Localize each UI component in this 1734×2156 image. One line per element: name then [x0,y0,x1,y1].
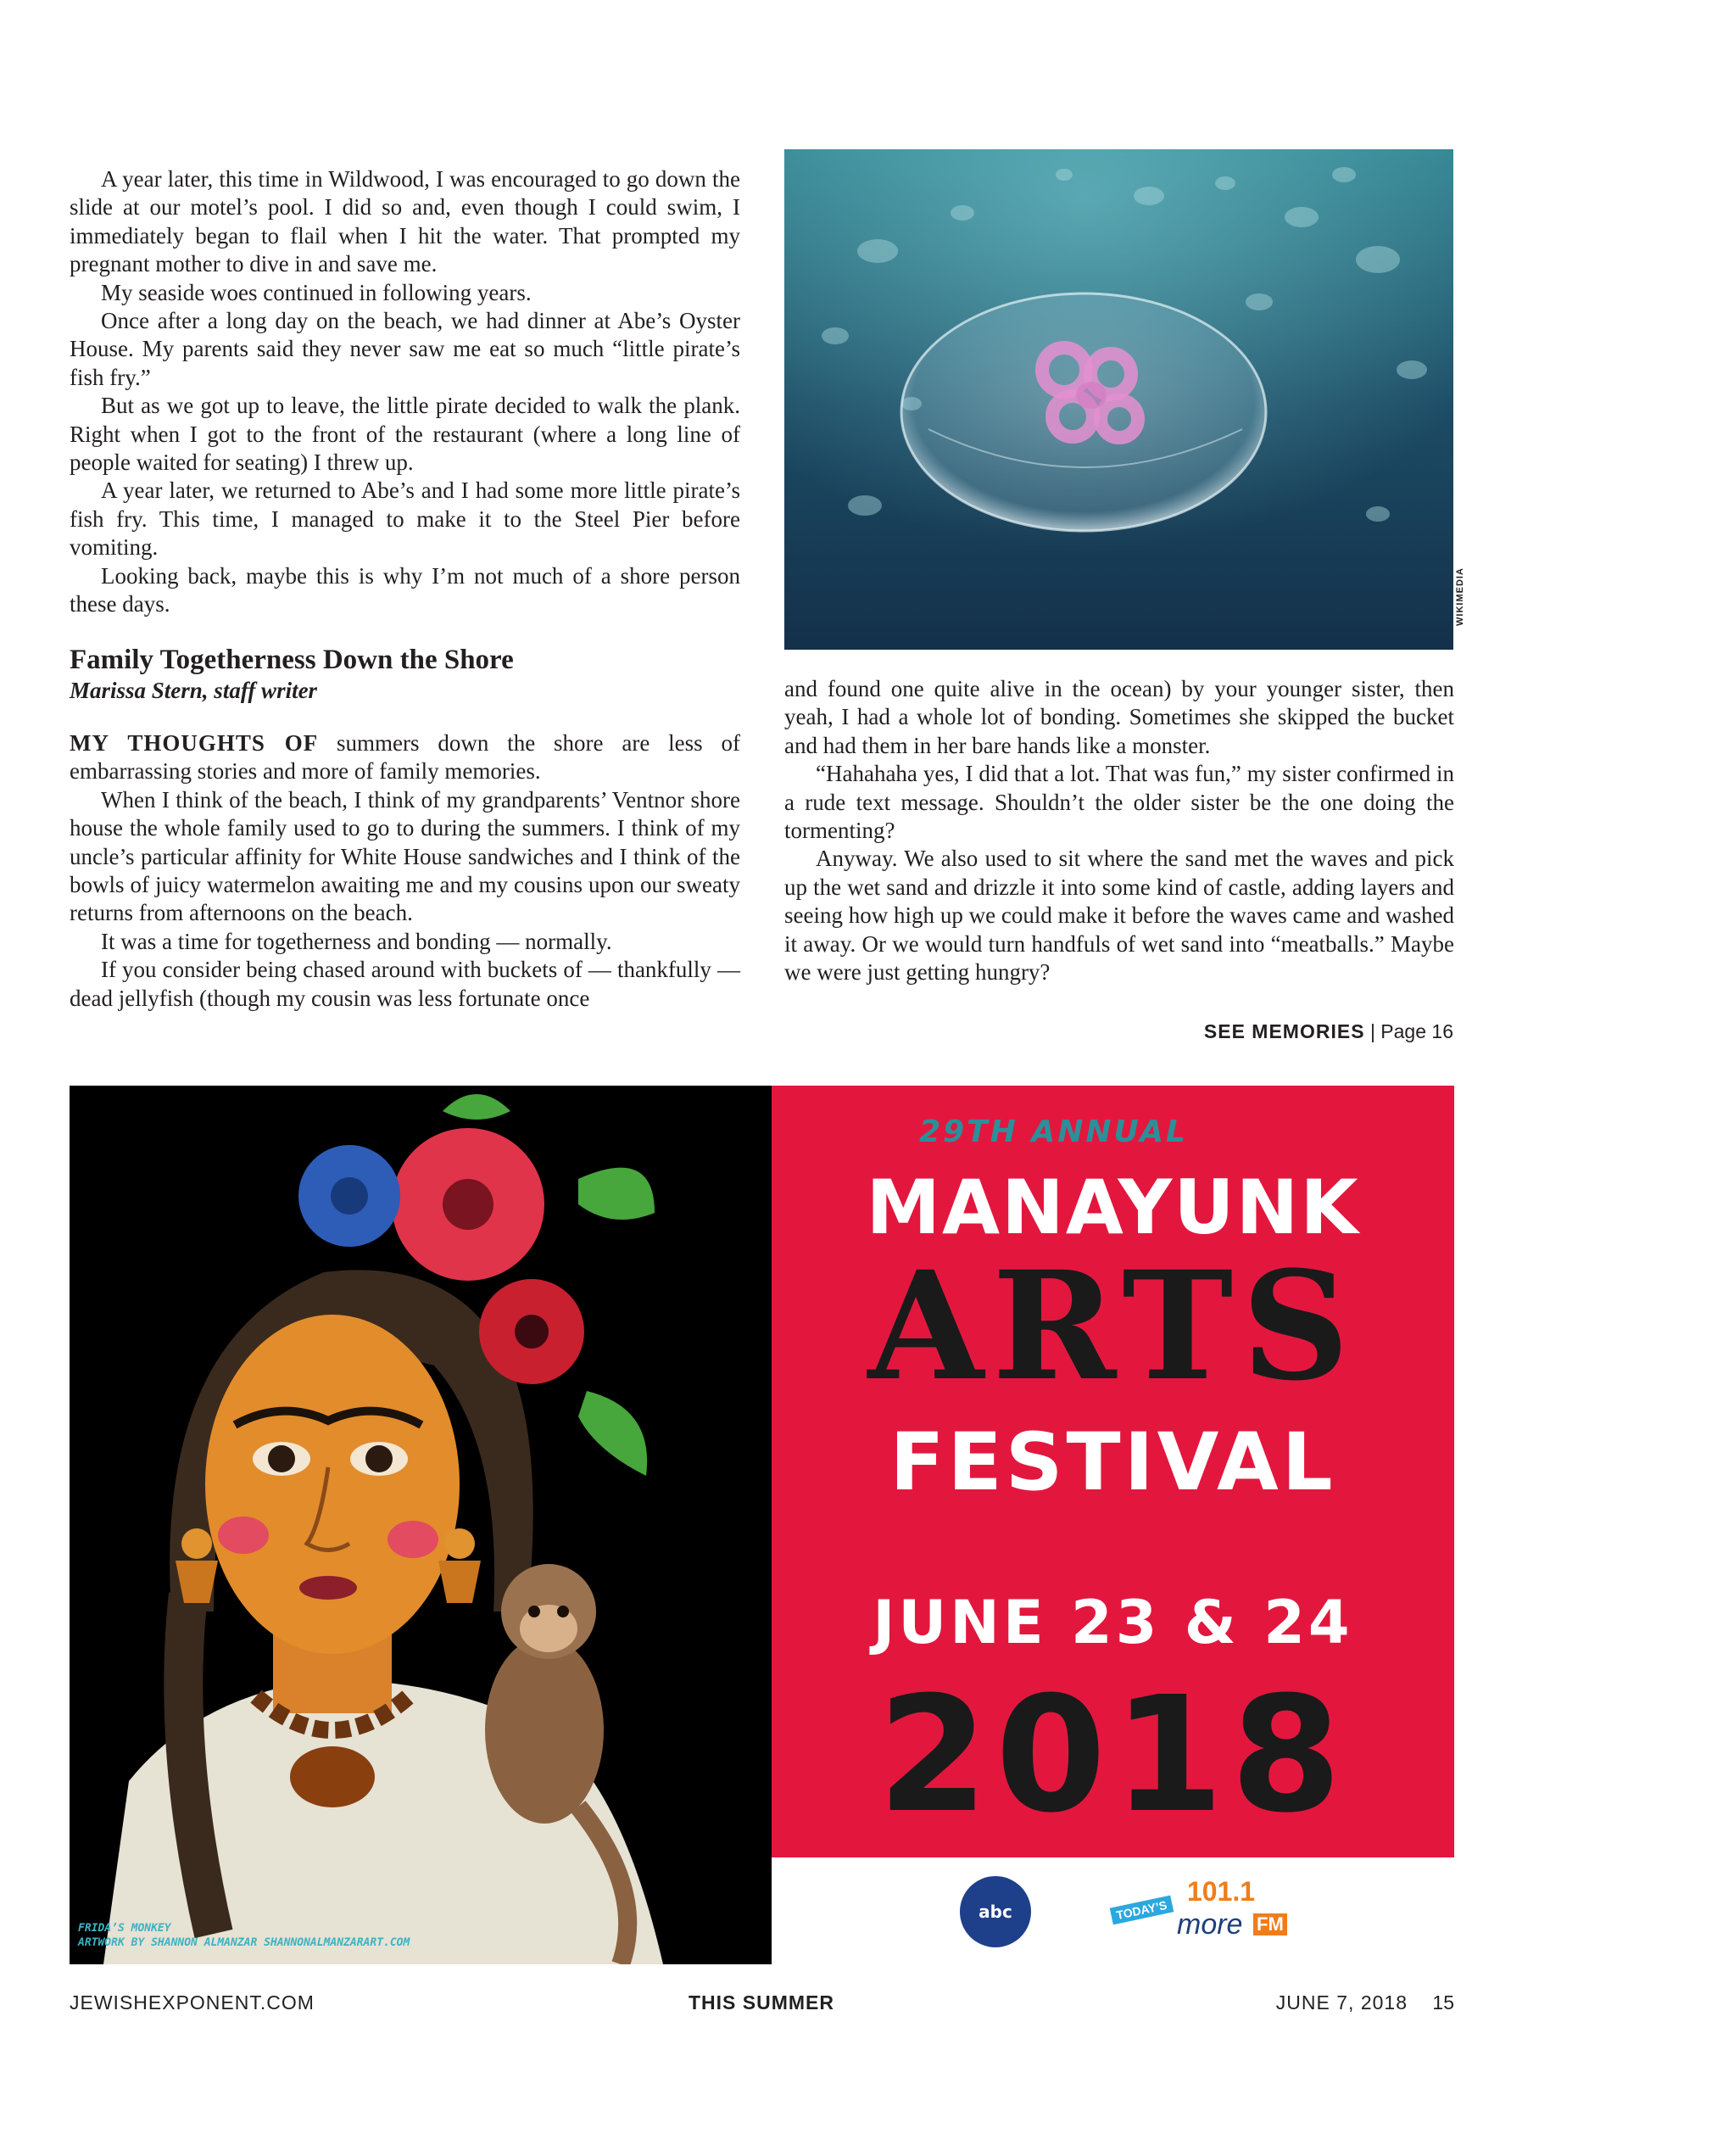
article-column-left-top [70,165,740,619]
jump-label: SEE MEMORIES [1203,1020,1365,1042]
lead-caps: MY THOUGHTS OF [70,730,319,756]
festival-name-line3: FESTIVAL [889,1416,1336,1509]
paragraph: My seaside woes continued in following years. [101,279,532,305]
footer-date: JUNE 7, 2018 [1275,1991,1408,2014]
jump-line [1204,1020,1453,1043]
footer-website: JEWISHEXPONENT.COM [70,1991,315,2014]
article-byline: Marissa Stern, staff writer [70,678,318,703]
more-fm-suffix: FM [1253,1913,1287,1935]
sponsor-strip [772,1857,1454,1964]
festival-name-line2: ARTS [867,1238,1358,1414]
more-fm-todays: TODAY’S [1110,1896,1174,1925]
page-footer [70,1991,1454,2017]
section-heading [70,643,740,704]
paragraph: It was a time for togetherness and bonding — normally. [101,928,612,954]
artwork-artist: ARTWORK BY SHANNON ALMANZAR SHANNONALMANZARART.COM [78,1936,410,1949]
paragraph: A year later, we returned to Abe’s and I had some more little pirate’s fish fry. This time, I managed to make it to the Steel Pier before vomiting. [70,478,740,561]
festival-dates: JUNE 23 & 24 [873,1588,1353,1657]
abc6-logo [960,1876,1031,1947]
paragraph-continued: and found one quite alive in the ocean) by your younger sister, then yeah, I had a whole lot of bonding. Sometimes she skipped the bucket and had them in her bare hands like a monster. [784,676,1454,758]
article-column-right [784,675,1454,986]
more-fm-logo [1111,1876,1297,1952]
arts-festival-ad [70,1086,1454,1964]
jump-page: | Page 16 [1369,1020,1453,1042]
article-column-left-bottom [70,729,740,1013]
paragraph: When I think of the beach, I think of my grandparents’ Ventnor shore house the whole family used to go to during the summers. I think of my uncle’s particular affinity for White House sandwiches and I think of the bowls of juicy watermelon awaiting me and my cousins upon our sweaty returns from afternoons on the beach. [70,786,740,926]
festival-year: 2018 [877,1662,1349,1848]
artwork-credit [78,1921,410,1950]
article-headline: Family Togetherness Down the Shore [70,645,514,675]
jellyfish-photo [784,149,1453,650]
paragraph: A year later, this time in Wildwood, I was encouraged to go down the slide at our motel’s pool. I did so and, even though I could swim, I immediately began to flail when I hit the water. That prompted my pregnant mother to dive in and save me. [70,166,740,277]
festival-info-panel [772,1086,1454,1857]
lead-text: summers down the shore are less of embarrassing stories and more of family memories. [70,730,740,785]
footer-page-number: 15 [1432,1991,1454,2014]
artwork-title: FRIDA’S MONKEY [78,1922,171,1935]
footer-section: THIS SUMMER [689,1991,834,2014]
paragraph: Anyway. We also used to sit where the sand met the waves and pick up the wet sand and drizzle it into some kind of castle, adding layers and seeing how high up we could make it before the waves came and washed it away. Or we would turn handfuls of wet sand into “meatballs.” Maybe we were just getting hungry? [784,846,1454,986]
festival-name-line1: MANAYUNK [866,1164,1360,1251]
paragraph: Once after a long day on the beach, we had dinner at Abe’s Oyster House. My parents said they never saw me eat so much “little pirate’s fish fry.” [70,308,740,390]
festival-edition: 29TH ANNUAL [919,1114,1188,1149]
paragraph: Looking back, maybe this is why I’m not much of a shore person these days. [70,562,740,617]
abc6-logo-text: abc [979,1902,1012,1922]
photo-credit: WIKIMEDIA [1455,567,1465,626]
lead-paragraph [70,729,740,786]
more-fm-name: more [1177,1908,1243,1941]
frida-monkey-artwork [70,1086,772,1964]
paragraph: If you consider being chased around with buckets of — thankfully — dead jellyfish (though my cousin was less fortunate once [70,957,740,1011]
paragraph: “Hahahaha yes, I did that a lot. That was fun,” my sister confirmed in a rude text message. Shouldn’t the older sister be the one doing the tormenting? [784,761,1454,844]
more-fm-frequency: 101.1 [1187,1876,1256,1907]
paragraph: But as we got up to leave, the little pirate decided to walk the plank. Right when I got to the front of the restaurant (where a long line of people waited for seating) I threw up. [70,393,740,476]
